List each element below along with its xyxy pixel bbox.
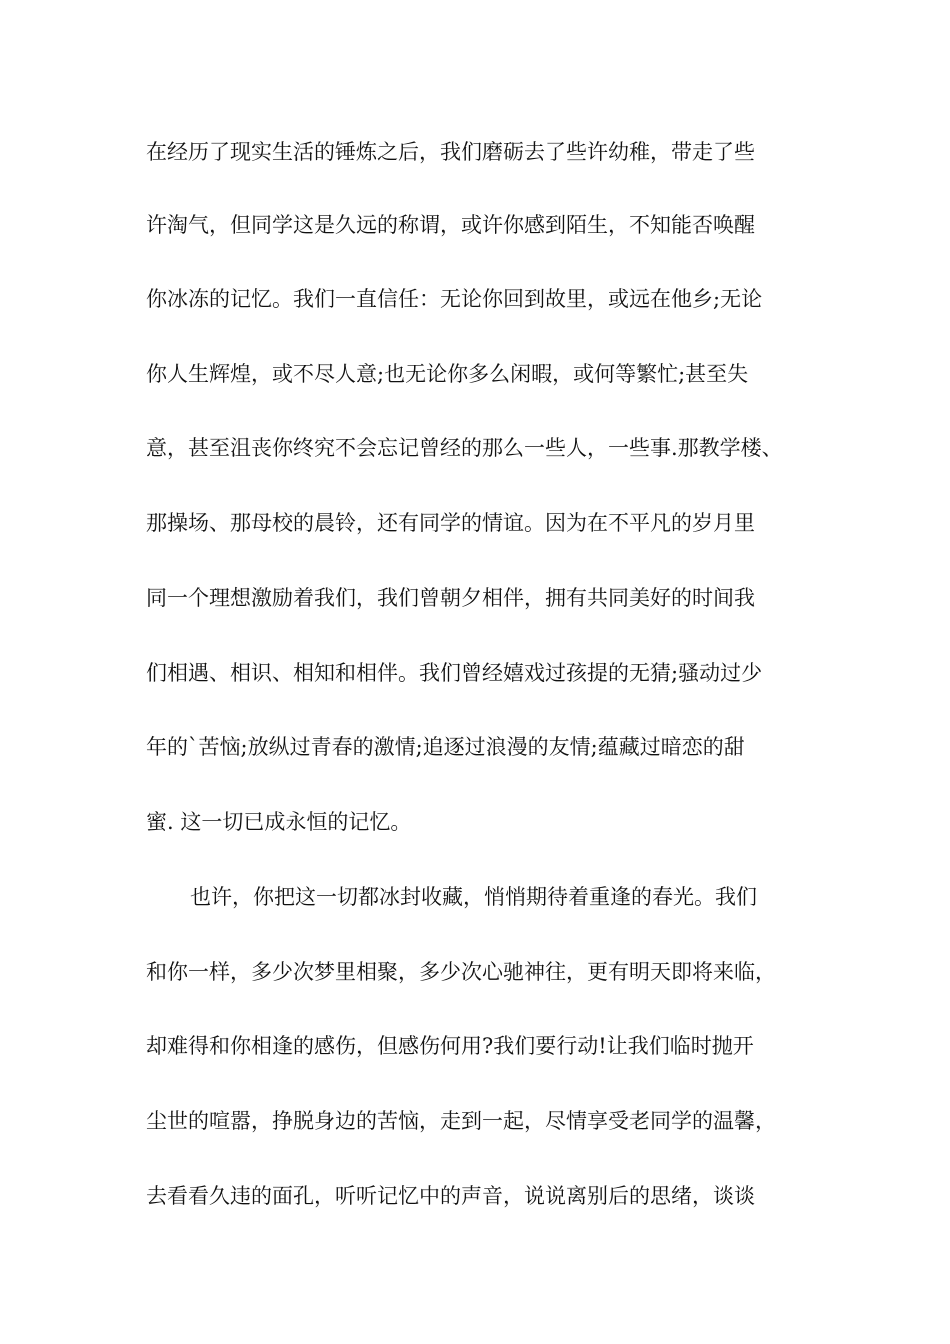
paragraph-1-line-7: 同一个理想激励着我们，我们曾朝夕相伴，拥有共同美好的时间我 xyxy=(146,586,755,610)
paragraph-2-line-1: 也许，你把这一切都冰封收藏，悄悄期待着重逢的春光。我们 xyxy=(190,885,757,909)
paragraph-1-line-4: 你人生辉煌，或不尽人意;也无论你多么闲暇，或何等繁忙;甚至失 xyxy=(146,362,749,386)
paragraph-2-line-4: 尘世的喧嚣，挣脱身边的苦恼，走到一起，尽情享受老同学的温馨， xyxy=(146,1109,776,1133)
paragraph-1-line-8: 们相遇、相识、相知和相伴。我们曾经嬉戏过孩提的无猜;骚动过少 xyxy=(146,661,763,685)
paragraph-1-line-3: 你冰冻的记忆。我们一直信任：无论你回到故里，或远在他乡;无论 xyxy=(146,287,763,311)
paragraph-1-line-9: 年的`苦恼;放纵过青春的激情;追逐过浪漫的友情;蕴藏过暗恋的甜 xyxy=(146,735,745,759)
paragraph-2-line-3: 却难得和你相逢的感伤，但感伤何用?我们要行动!让我们临时抛开 xyxy=(146,1034,754,1058)
paragraph-1-line-6: 那操场、那母校的晨铃，还有同学的情谊。因为在不平凡的岁月里 xyxy=(146,511,755,535)
paragraph-1-line-10: 蜜. 这一切已成永恒的记忆。 xyxy=(146,810,412,834)
paragraph-1-line-2: 许淘气，但同学这是久远的称谓，或许你感到陌生，不知能否唤醒 xyxy=(146,213,755,237)
paragraph-2-line-2: 和你一样，多少次梦里相聚，多少次心驰神往，更有明天即将来临， xyxy=(146,960,776,984)
paragraph-2-line-5: 去看看久违的面孔，听听记忆中的声音，说说离别后的思绪，谈谈 xyxy=(146,1184,755,1208)
paragraph-1-line-1: 在经历了现实生活的锤炼之后，我们磨砺去了些许幼稚，带走了些 xyxy=(146,140,755,164)
paragraph-1-line-5: 意，甚至沮丧你终究不会忘记曾经的那么一些人，一些事.那教学楼、 xyxy=(146,436,783,460)
